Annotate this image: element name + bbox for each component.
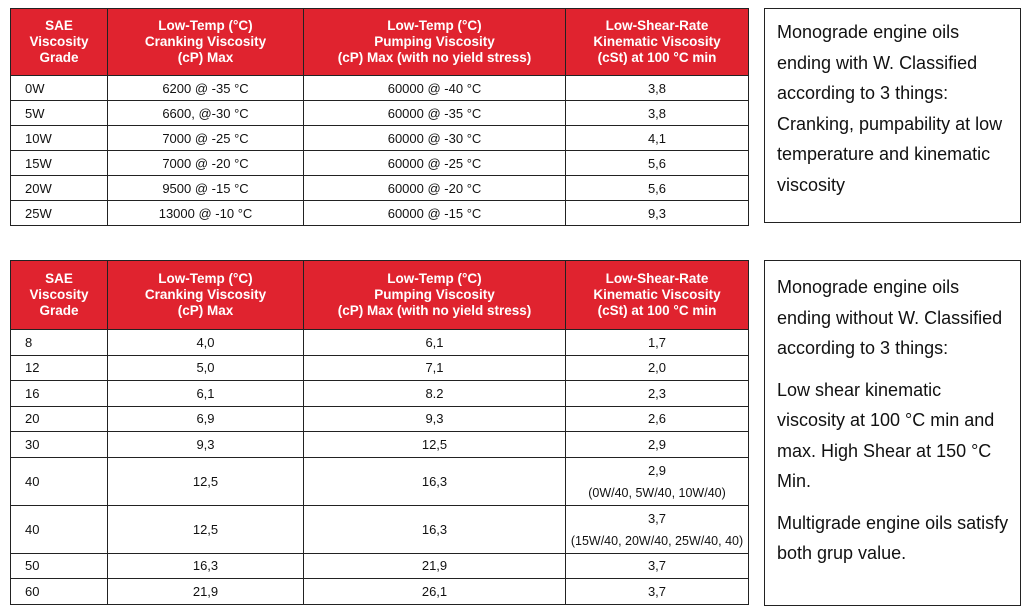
cell-cranking: 7000 @ -25 °C (108, 126, 304, 151)
cell-pumping: 9,3 (304, 406, 566, 432)
table-row (11, 355, 749, 381)
sae-grade-table (10, 260, 749, 605)
cell-cranking: 13000 @ -10 °C (108, 201, 304, 226)
cell-pumping: 21,9 (304, 553, 566, 579)
cell-pumping: 12,5 (304, 432, 566, 458)
cell-pumping: 60000 @ -30 °C (304, 126, 566, 151)
cell-cranking: 9,3 (108, 432, 304, 458)
cell-kinematic: 3,8 (566, 101, 749, 126)
header-cranking: Low-Temp (°C) Cranking Viscosity (cP) Max (108, 9, 304, 76)
cell-kinematic: 1,7 (566, 330, 749, 356)
cell-pumping: 6,1 (304, 330, 566, 356)
table-row (11, 381, 749, 407)
cell-pumping: 16,3 (304, 505, 566, 553)
header-cranking: Low-Temp (°C) Cranking Viscosity (cP) Max (108, 261, 304, 330)
header-kinematic: Low-Shear-Rate Kinematic Viscosity (cSt) at 100 °C min (566, 9, 749, 76)
cell-cranking: 9500 @ -15 °C (108, 176, 304, 201)
w-grade-note-text: Monograde engine oils ending with W. Classified according to 3 things: Cranking, pumpability at low temperature and kinematic viscosity (777, 22, 1003, 195)
cell-grade: 30 (11, 432, 108, 458)
cell-pumping: 7,1 (304, 355, 566, 381)
table-row (11, 457, 749, 505)
cell-grade: 20 (11, 406, 108, 432)
cell-cranking: 6,9 (108, 406, 304, 432)
table-row (11, 76, 749, 101)
cell-kinematic: 5,6 (566, 176, 749, 201)
note-paragraph: Low shear kinematic viscosity at 100 °C min and max. High Shear at 150 °C Min. (777, 379, 995, 491)
note-paragraph: Multigrade engine oils satisfy both grup value. (777, 512, 1009, 563)
cell-grade: 20W (11, 176, 108, 201)
non-w-grade-note (764, 260, 1021, 606)
cell-kinematic: 3,7 (566, 553, 749, 579)
cell-kinematic-note: (15W/40, 20W/40, 25W/40, 40) (570, 533, 744, 548)
table-row (11, 432, 749, 458)
cell-cranking: 12,5 (108, 505, 304, 553)
table-row (11, 176, 749, 201)
cell-cranking: 21,9 (108, 579, 304, 605)
header-grade: SAE Viscosity Grade (11, 9, 108, 76)
cell-grade: 12 (11, 355, 108, 381)
table-row (11, 330, 749, 356)
cell-kinematic: 5,6 (566, 151, 749, 176)
cell-kinematic-note: (0W/40, 5W/40, 10W/40) (588, 485, 726, 500)
cell-grade: 0W (11, 76, 108, 101)
cell-cranking: 6200 @ -35 °C (108, 76, 304, 101)
cell-pumping: 60000 @ -15 °C (304, 201, 566, 226)
cell-grade: 10W (11, 126, 108, 151)
table-row (11, 579, 749, 605)
cell-kinematic: 2,9 (0W/40, 5W/40, 10W/40) (566, 457, 749, 505)
cell-kinematic: 3,7 (566, 579, 749, 605)
cell-grade: 5W (11, 101, 108, 126)
cell-grade: 60 (11, 579, 108, 605)
cell-pumping: 60000 @ -40 °C (304, 76, 566, 101)
table-header-row (11, 9, 749, 76)
cell-kinematic: 2,0 (566, 355, 749, 381)
sae-w-grade-table (10, 8, 749, 226)
header-kinematic: Low-Shear-Rate Kinematic Viscosity (cSt) at 100 °C min (566, 261, 749, 330)
table-row (11, 406, 749, 432)
table-row (11, 101, 749, 126)
cell-pumping: 8.2 (304, 381, 566, 407)
note-paragraph: Monograde engine oils ending without W. Classified according to 3 things: (777, 277, 1003, 358)
cell-pumping: 60000 @ -25 °C (304, 151, 566, 176)
cell-grade: 50 (11, 553, 108, 579)
cell-kinematic: 2,6 (566, 406, 749, 432)
header-grade: SAE Viscosity Grade (11, 261, 108, 330)
cell-cranking: 7000 @ -20 °C (108, 151, 304, 176)
cell-grade: 8 (11, 330, 108, 356)
cell-kinematic: 3,7 (15W/40, 20W/40, 25W/40, 40) (566, 505, 749, 553)
cell-kinematic: 2,9 (566, 432, 749, 458)
table-header-row (11, 261, 749, 330)
cell-grade: 40 (11, 505, 108, 553)
cell-cranking: 4,0 (108, 330, 304, 356)
cell-grade: 40 (11, 457, 108, 505)
w-grade-note (764, 8, 1021, 223)
cell-kinematic: 2,3 (566, 381, 749, 407)
cell-cranking: 5,0 (108, 355, 304, 381)
table-row (11, 201, 749, 226)
cell-grade: 25W (11, 201, 108, 226)
cell-cranking: 16,3 (108, 553, 304, 579)
cell-kinematic: 9,3 (566, 201, 749, 226)
cell-cranking: 6,1 (108, 381, 304, 407)
cell-pumping: 26,1 (304, 579, 566, 605)
table-row (11, 126, 749, 151)
header-pumping: Low-Temp (°C) Pumping Viscosity (cP) Max (with no yield stress) (304, 9, 566, 76)
cell-kinematic: 4,1 (566, 126, 749, 151)
cell-kinematic: 3,8 (566, 76, 749, 101)
table-row (11, 505, 749, 553)
table-row (11, 151, 749, 176)
cell-cranking: 12,5 (108, 457, 304, 505)
cell-grade: 16 (11, 381, 108, 407)
header-pumping: Low-Temp (°C) Pumping Viscosity (cP) Max (with no yield stress) (304, 261, 566, 330)
cell-cranking: 6600, @-30 °C (108, 101, 304, 126)
cell-pumping: 16,3 (304, 457, 566, 505)
cell-pumping: 60000 @ -35 °C (304, 101, 566, 126)
table-row (11, 553, 749, 579)
cell-grade: 15W (11, 151, 108, 176)
cell-pumping: 60000 @ -20 °C (304, 176, 566, 201)
